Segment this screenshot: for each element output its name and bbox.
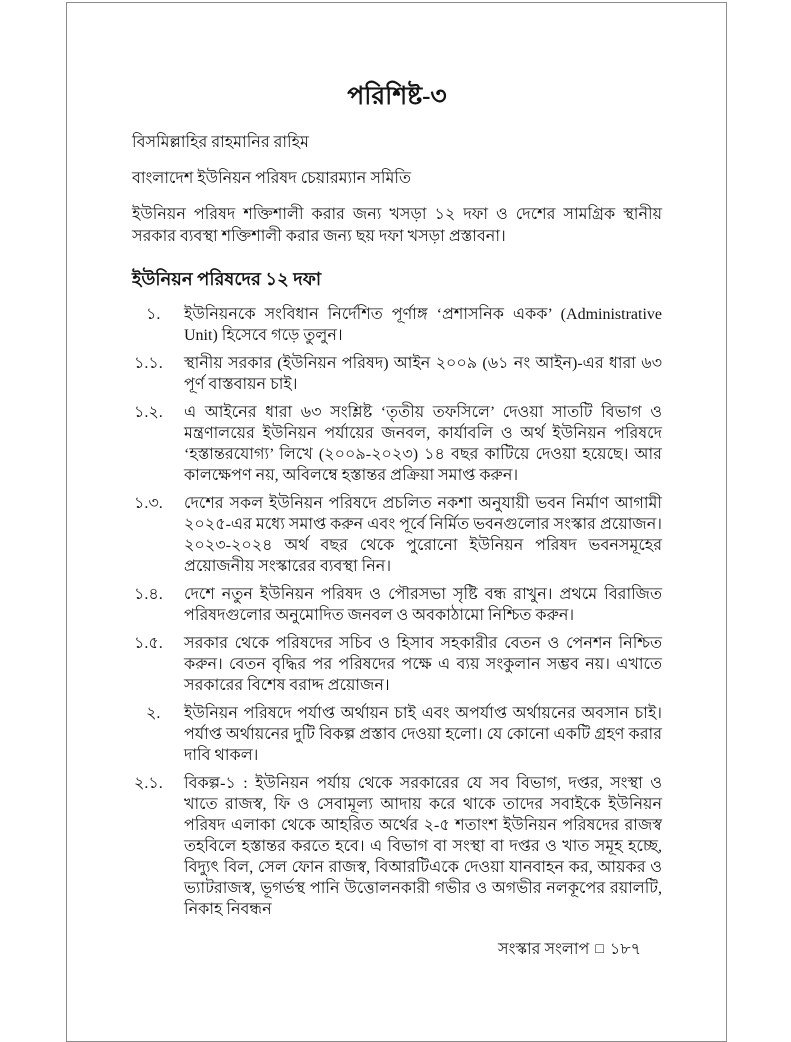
- item-number: ২.: [146, 704, 161, 722]
- list-item: [132, 633, 662, 696]
- item-text: স্থানীয় সরকার (ইউনিয়ন পরিষদ) আইন ২০০৯ (৬১ নং আইন)-এর ধারা ৬৩ পূর্ণ বাস্তবায়ন চাই।: [184, 354, 662, 393]
- list-item: [132, 304, 662, 346]
- item-number: ১.: [146, 305, 161, 323]
- list-item: [132, 353, 662, 395]
- item-text: দেশে নতুন ইউনিয়ন পরিষদ ও পৌরসভা সৃষ্টি বন্ধ রাখুন। প্রথমে বিরাজিত পরিষদগুলোর অনুমোদিত জনবল ও অবকাঠামো নিশ্চিত করুন।: [184, 585, 662, 624]
- list-item: [132, 773, 662, 920]
- item-number: ২.১.: [134, 774, 163, 792]
- points-list: [132, 304, 662, 920]
- page-footer: [498, 939, 641, 962]
- item-number: ১.৩.: [134, 494, 163, 512]
- item-number: ১.৪.: [134, 585, 163, 603]
- item-text: সরকার থেকে পরিষদের সচিব ও হিসাব সহকারীর বেতন ও পেনশন নিশ্চিত করুন। বেতন বৃদ্ধির পর পরিষদের পক্ষে এ ব্যয় সংকুলান সম্ভব নয়। এখাতে সরকারের বিশেষ বরাদ্দ প্রয়োজন।: [184, 634, 662, 694]
- page-frame: [66, 2, 727, 1042]
- item-number: ১.২.: [134, 403, 163, 421]
- item-text: দেশের সকল ইউনিয়ন পরিষদে প্রচলিত নকশা অনুযায়ী ভবন নির্মাণ আগামী ২০২৫-এর মধ্যে সমাপ্ত করুন এবং পূর্বে নির্মিত ভবনগুলোর সংস্কার প্রয়োজন। ২০২৩-২০২৪ অর্থ বছর থেকে পুরোনো ইউনিয়ন পরিষদ ভবনসমূহের প্রয়োজনীয় সংস্কারের ব্যবস্থা নিন।: [184, 494, 662, 575]
- page-title: পরিশিষ্ট-৩: [347, 83, 447, 110]
- intro-line-association: বাংলাদেশ ইউনিয়ন পরিষদ চেয়ারম্যান সমিতি: [132, 169, 411, 187]
- item-text: এ আইনের ধারা ৬৩ সংশ্লিষ্ট ‘তৃতীয় তফসিলে’ দেওয়া সাতটি বিভাগ ও মন্ত্রণালয়ের ইউনিয়ন পর্যায়ের জনবল, কার্যাবলি ও অর্থ ইউনিয়ন পরিষদে ‘হস্তান্তরযোগ্য’ লিখে (২০০৯-২০২৩) ১৪ বছর কাটিয়ে দেওয়া হয়েছে। আর কালক্ষেপণ নয়, অবিলম্বে হস্তান্তর প্রক্রিয়া সমাপ্ত করুন।: [184, 403, 662, 484]
- intro-line-bismillah: বিসমিল্লাহির রাহমানির রাহিম: [132, 133, 309, 151]
- item-text: বিকল্প-১ : ইউনিয়ন পর্যায় থেকে সরকারের যে সব বিভাগ, দপ্তর, সংস্থা ও খাতে রাজস্ব, ফি ও সেবামূল্য আদায় করে থাকে তাদের সবাইকে ইউনিয়ন পরিষদ এলাকা থেকে আহরিত অর্থের ২-৫ শতাংশ ইউনিয়ন পরিষদের রাজস্ব তহবিলে হস্তান্তর করতে হবে। এ বিভাগ বা সংস্থা বা দপ্তর ও খাত সমূহ হচ্ছে, বিদ্যুৎ বিল, সেল ফোন রাজস্ব, বিআরটিএকে দেওয়া যানবাহন কর, আয়কর ও ভ্যাটরাজস্ব, ভূগর্ভস্থ পানি উত্তোলনকারী গভীর ও অগভীর নলকূপের রয়ালটি, নিকাহ নিবন্ধন: [184, 774, 662, 918]
- list-item: [132, 584, 662, 626]
- box-separator-icon: □: [595, 942, 604, 957]
- intro-paragraph: ইউনিয়ন পরিষদ শক্তিশালী করার জন্য খসড়া ১২ দফা ও দেশের সামগ্রিক স্থানীয় সরকার ব্যবস্থা শক্তিশালী করার জন্য ছয় দফা খসড়া প্রস্তাবনা।: [132, 205, 662, 245]
- list-item: [132, 703, 662, 766]
- item-text: ইউনিয়ন পরিষদে পর্যাপ্ত অর্থায়ন চাই এবং অপর্যাপ্ত অর্থায়নের অবসান চাই। পর্যাপ্ত অর্থায়নের দুটি বিকল্প প্রস্তাব দেওয়া হলো। যে কোনো একটি গ্রহণ করার দাবি থাকল।: [184, 704, 662, 764]
- item-number: ১.১.: [134, 354, 163, 372]
- item-text: ইউনিয়নকে সংবিধান নির্দেশিত পূর্ণাঙ্গ ‘প্রশাসনিক একক’ (Administrative Unit) হিসেবে গড়ে তুলুন।: [184, 305, 662, 344]
- section-heading: ইউনিয়ন পরিষদের ১২ দফা: [132, 268, 322, 289]
- page-content: [67, 3, 726, 920]
- item-number: ১.৫.: [134, 634, 163, 652]
- list-item: [132, 402, 662, 486]
- list-item: [132, 493, 662, 577]
- intro-block: [132, 132, 662, 248]
- footer-page-number: ১৮৭: [609, 941, 641, 958]
- footer-book-title: সংস্কার সংলাপ: [498, 941, 590, 958]
